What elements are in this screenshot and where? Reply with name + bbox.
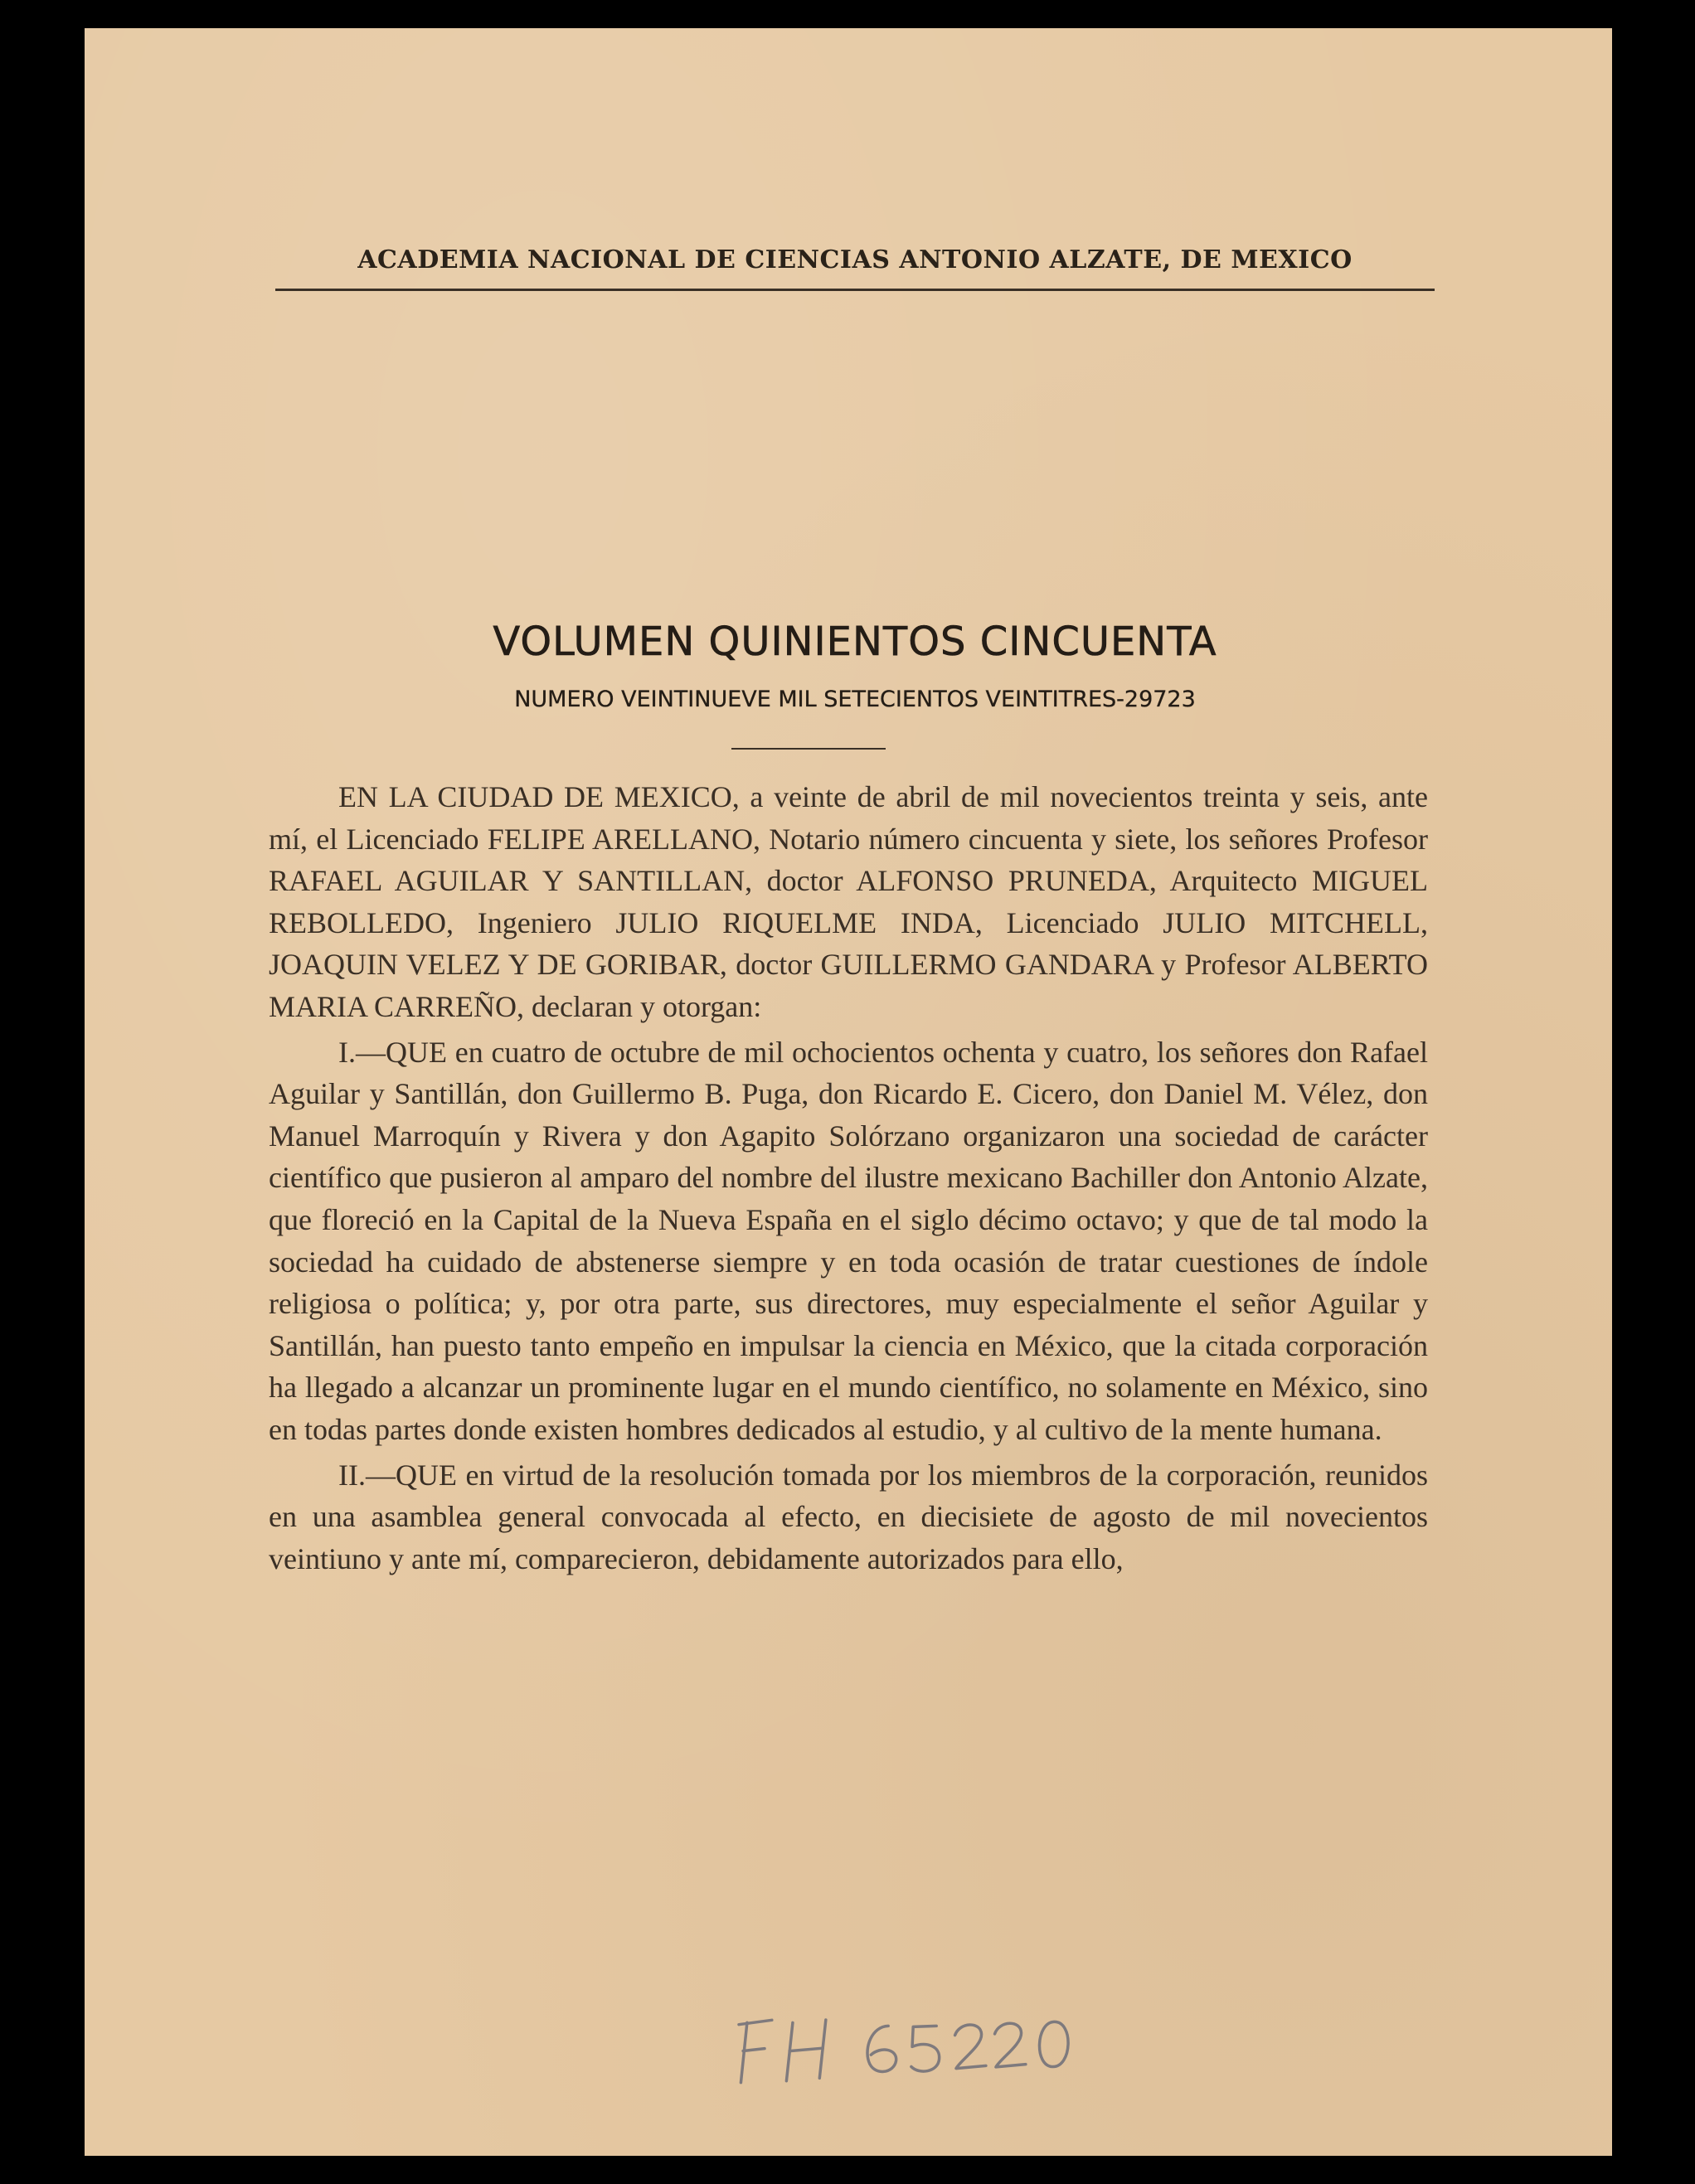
handwritten-note bbox=[714, 2001, 1131, 2089]
header-rule bbox=[275, 289, 1435, 291]
paragraph-i: I.—QUE en cuatro de octubre de mil ochocientos ochenta y cuatro, los señores don Rafael Aguilar y Santillán, don Guillermo B. Puga, don Ricardo E. Cicero, don Daniel M. Vélez, don Manuel Marroquín y Rivera y don Agapito Solórzano organizaron una sociedad de carácter científico que pusieron al amparo del nombre del ilustre mexicano Bachiller don Antonio Alzate, que floreció en la Capital de la Nueva España en el siglo décimo octavo; y que de tal modo la sociedad ha cuidado de abstenerse siempre y en toda ocasión de tratar cuestiones de índole religiosa o política; y, por otra parte, sus directores, muy especialmente el señor Aguilar y Santillán, han puesto tanto empeño en impulsar la ciencia en México, que la citada corporación ha llegado a alcanzar un prominente lugar en el mundo científico, no solamente en México, sino en todas partes donde existen hombres dedicados al estudio, y al cultivo de la mente humana. bbox=[269, 1035, 1428, 1446]
handwritten-note-drawing bbox=[714, 2001, 1131, 2089]
document-title: VOLUMEN QUINIENTOS CINCUENTA bbox=[493, 619, 1217, 665]
paragraph-ii: II.—QUE en virtud de la resolución tomada por los miembros de la corporación, reunidos en una asamblea general convocada al efecto, en diecisiete de agosto de mil novecientos veintiuno y ante mí, comparecieron, debidamente autorizados para ello, bbox=[269, 1458, 1428, 1575]
document-page bbox=[85, 28, 1612, 2156]
paragraph-intro: EN LA CIUDAD DE MEXICO, a veinte de abril de mil novecientos treinta y seis, ante mí, el Licenciado FELIPE ARELLANO, Notario número cincuenta y siete, los señores Profesor RAFAEL AGUILAR Y SANTILLAN, doctor ALFONSO PRUNEDA, Arquitecto MIGUEL REBOLLEDO, Ingeniero JULIO RIQUELME INDA, Licenciado JULIO MITCHELL, JOAQUIN VELEZ Y DE GORIBAR, doctor GUILLERMO GANDARA y Profesor ALBERTO MARIA CARREÑO, declaran y otorgan: bbox=[269, 780, 1428, 1023]
body-text bbox=[269, 776, 1428, 1583]
document-subtitle: NUMERO VEINTINUEVE MIL SETECIENTOS VEINTITRES-29723 bbox=[514, 687, 1196, 712]
running-head: ACADEMIA NACIONAL DE CIENCIAS ANTONIO ALZATE, DE MEXICO bbox=[357, 245, 1353, 274]
title-rule bbox=[731, 748, 886, 750]
